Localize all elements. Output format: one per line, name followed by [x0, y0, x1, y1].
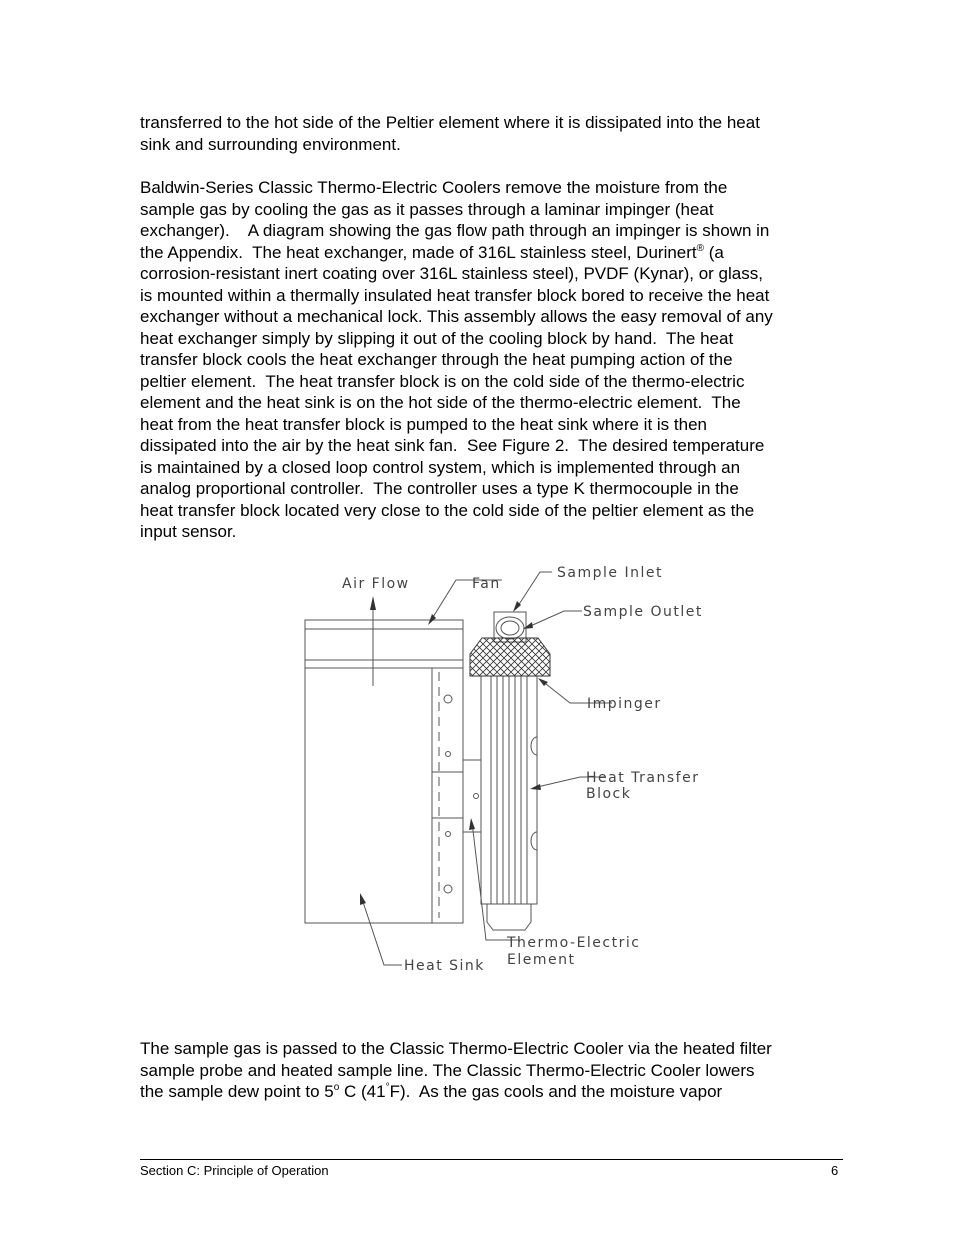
text-line: input sensor. — [140, 522, 237, 541]
text-line — [140, 1081, 840, 1103]
text-line: sample gas by cooling the gas as it passes through a laminar impinger (heat — [140, 199, 714, 219]
superscript-o: o — [333, 1082, 340, 1093]
cooler-diagram — [290, 560, 710, 980]
text-line: heat transfer block located very close to the cold side of the peltier element as the — [140, 500, 755, 520]
label-impinger: Impinger — [587, 696, 662, 712]
text-line: transfer block cools the heat exchanger through the heat pumping action of the — [140, 350, 733, 369]
label-thermo-electric: Thermo-Electric — [507, 935, 641, 951]
text-line: exchanger without a mechanical lock. This assembly allows the easy removal of any — [140, 307, 773, 326]
text-line: is mounted within a thermally insulated heat transfer block bored to receive the heat — [140, 285, 770, 305]
text-segment: (a — [704, 242, 724, 262]
label-sample-outlet: Sample Outlet — [583, 604, 703, 620]
text-line: peltier element. The heat transfer block is on the cold side of the thermo-electric — [140, 371, 745, 391]
text-line: sample probe and heated sample line. The Classic Thermo-Electric Cooler lowers — [140, 1060, 755, 1080]
label-sample-inlet: Sample Inlet — [557, 565, 663, 581]
fan-housing — [305, 620, 463, 668]
intro-paragraph — [140, 112, 840, 155]
text-line: heat from the heat transfer block is pumped to the heat sink where it is then — [140, 414, 707, 434]
text-line: transferred to the hot side of the Peltier element where it is dissipated into the heat — [140, 113, 760, 132]
degree-mark: ° — [385, 1082, 390, 1093]
text-line: exchanger). A diagram showing the gas flow path through an impinger is shown in — [140, 221, 770, 240]
impinger-cap — [470, 638, 550, 676]
registered-mark: ® — [696, 242, 705, 254]
text-line: Baldwin-Series Classic Thermo-Electric Coolers remove the moisture from the — [140, 178, 728, 197]
text-line: analog proportional controller. The controller uses a type K thermocouple in the — [140, 479, 739, 498]
text-line: The sample gas is passed to the Classic Thermo-Electric Cooler via the heated filter — [140, 1039, 772, 1058]
label-fan: Fan — [472, 576, 501, 592]
text-line — [140, 242, 840, 264]
label-heat-transfer: Heat Transfer — [586, 770, 700, 786]
text-line: corrosion-resistant inert coating over 316L stainless steel), PVDF (Kynar), or glass, — [140, 264, 763, 283]
label-block: Block — [586, 786, 632, 802]
footer-rule — [140, 1159, 843, 1160]
footer-section-title: Section C: Principle of Operation — [140, 1163, 329, 1178]
text-segment: the sample dew point to 5 — [140, 1082, 334, 1101]
text-line: element and the heat sink is on the hot side of the thermo-electric element. The — [140, 393, 741, 412]
text-segment: the Appendix. The heat exchanger, made of 316L stainless steel, Durinert — [140, 242, 697, 262]
body-paragraph — [140, 177, 840, 543]
text-line: heat exchanger simply by slipping it out of the cooling block by hand. The heat — [140, 328, 734, 348]
text-segment: F). As the gas cools and the moisture vapor — [389, 1082, 723, 1101]
text-line: is maintained by a closed loop control system, which is implemented through an — [140, 457, 741, 477]
text-line: sink and surrounding environment. — [140, 134, 401, 154]
text-segment: C (41 — [339, 1082, 386, 1101]
label-element: Element — [507, 952, 576, 968]
label-air-flow: Air Flow — [342, 576, 410, 592]
text-line: dissipated into the air by the heat sink fan. See Figure 2. The desired temperature — [140, 436, 765, 455]
label-heat-sink: Heat Sink — [404, 958, 485, 974]
closing-paragraph — [140, 1038, 840, 1103]
footer-page-number: 6 — [831, 1163, 839, 1178]
